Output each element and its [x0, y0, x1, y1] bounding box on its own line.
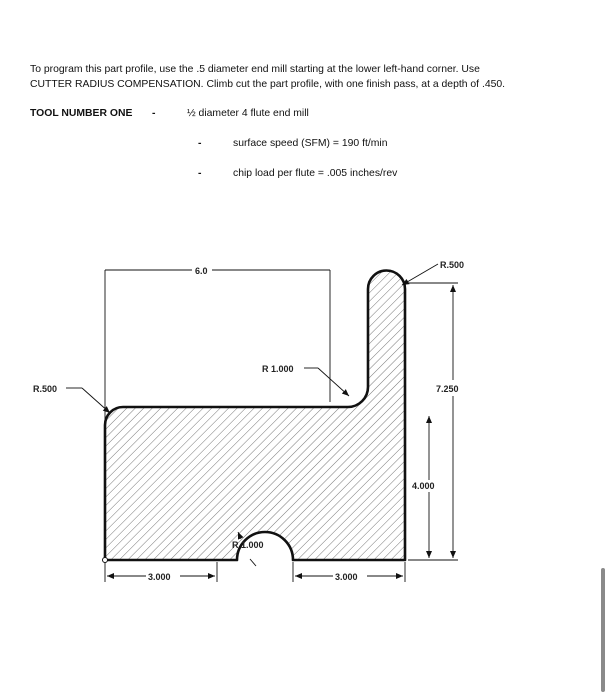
spec-dash-2: -: [198, 168, 202, 179]
dim-overall-height-label: 7.250: [436, 384, 459, 394]
dim-inner-fillet-label: R 1.000: [262, 364, 294, 374]
start-point-marker: [103, 558, 108, 563]
dim-step-height-label: 4.000: [412, 481, 435, 491]
vertical-scrollbar[interactable]: [601, 568, 605, 692]
dim-bottom-left-label: 3.000: [148, 572, 171, 582]
spec-dash-1: -: [198, 138, 202, 149]
tool-description: ½ diameter 4 flute end mill: [187, 108, 309, 119]
surface-speed-spec: surface speed (SFM) = 190 ft/min: [233, 138, 388, 149]
instructions-line-1: To program this part profile, use the .5 diameter end mill starting at the lower left-hand corner. Use: [30, 64, 480, 75]
part-profile: [105, 271, 405, 561]
dim-top-radius-label: R.500: [440, 260, 465, 270]
chip-load-spec: chip load per flute = .005 inches/rev: [233, 168, 398, 179]
leader-slot-radius: [250, 559, 256, 566]
dim-width-label: 6.0: [195, 266, 208, 276]
dim-left-radius-label: R.500: [33, 384, 58, 394]
tool-dash: -: [152, 108, 156, 119]
dim-slot-radius-label: R 1.000: [232, 540, 264, 550]
dim-bottom-right-label: 3.000: [335, 572, 358, 582]
tool-number-label: TOOL NUMBER ONE: [30, 108, 133, 119]
instructions-line-2: CUTTER RADIUS COMPENSATION. Climb cut the part profile, with one finish pass, at a depth of .450.: [30, 79, 506, 90]
leader-inner-fillet: [318, 368, 349, 396]
leader-top-radius: [402, 264, 438, 285]
leader-left-radius: [82, 388, 110, 413]
